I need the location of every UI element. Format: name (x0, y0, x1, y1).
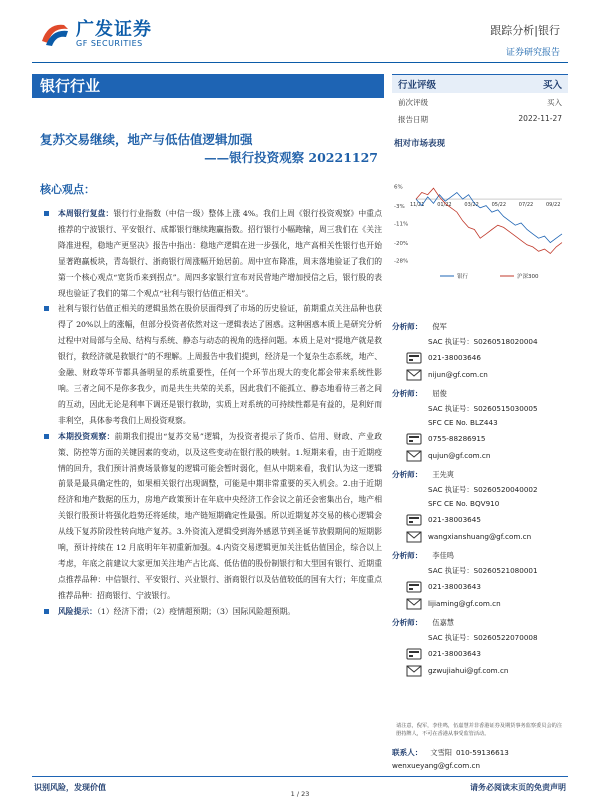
report-title: 复苏交易继续，地产与低估值逻辑加强 (40, 132, 253, 147)
email-icon (406, 369, 422, 381)
page-number: 1 / 23 (290, 790, 310, 798)
report-meta (490, 22, 560, 58)
paragraph-lead: 本周银行复盘： (58, 209, 114, 218)
x-tick-label: 11/21 (410, 202, 425, 209)
x-tick-label: 03/22 (464, 202, 479, 209)
prev-rating-value: 买入 (547, 98, 562, 107)
y-tick-label: -11% (394, 221, 409, 228)
date-value: 2022-11-27 (518, 114, 562, 123)
analyst-role: 分析师： (392, 551, 423, 560)
contact-person (392, 744, 568, 770)
analyst-phone: 021-38003643 (428, 582, 481, 591)
x-tick-label: 07/22 (518, 202, 534, 209)
x-tick-label: 01/22 (437, 202, 452, 209)
analyst-card (392, 547, 568, 612)
analyst-phone: 021-38003645 (428, 515, 481, 524)
brand-mark-icon (38, 19, 72, 49)
report-category: 证券研究报告 (505, 48, 560, 58)
analyst-card (392, 614, 568, 679)
paragraph (44, 604, 382, 620)
analyst-email[interactable]: gzwujiahui@gf.com.cn (428, 666, 509, 675)
analyst-phone: 021-38003646 (428, 353, 481, 362)
analyst-sfc: SFC CE No. BQV910 (428, 499, 500, 508)
phone-icon (406, 581, 422, 593)
legend-label: 银行 (457, 274, 469, 280)
legend-label: 沪深300 (517, 274, 539, 280)
analyst-sac: SAC 执证号：S0260521080001 (428, 566, 538, 575)
disclaimer-note: 请注意，倪军，李佳鸣，伍嘉慧并非香港证券及期货事务监察委员会的注册持牌人，不可在香港从事受监管活动。 (396, 723, 563, 737)
phone-icon (406, 433, 422, 445)
analyst-role: 分析师： (392, 322, 423, 331)
section-heading: 核心观点： (40, 183, 95, 196)
phone-icon (406, 514, 422, 526)
analyst-name: 倪军 (432, 321, 447, 331)
contact-name: 文雪阳 (430, 747, 452, 757)
y-tick-label: -20% (394, 241, 409, 248)
email-icon (406, 531, 422, 543)
x-tick-label: 05/22 (491, 202, 507, 209)
analyst-list (392, 318, 568, 681)
header-divider (32, 62, 568, 63)
relative-performance-chart (392, 170, 568, 330)
analyst-role: 分析师： (392, 470, 423, 479)
report-date (392, 110, 568, 127)
phone-icon (406, 648, 422, 660)
date-label: 报告日期 (398, 115, 428, 124)
paragraph-lead: 本期投资观察： (58, 431, 115, 441)
paragraph-text: 前期我们提出“复苏交易”逻辑，为投资者提示了货币、信用、财政、产业政策、防控等方面的关键因素的变动，以及这些变动在银行股的映射。1.短期来看，由于近期疫情的回升，我们预计消费场景修复的逻辑可能会暂时弱化，但从中期来看，我们认为这一逻辑前景是最具确定性的，如果相关银行出现调整，可能是中期非常重要的买入机会。2.由于近期经济和地产数据的压力，房地产政策预计在年底中央经济工作会议之前还会密集出台，地产相关银行股预计将强化趋势还将延续，地产链短期确定性最强。所以近期复苏交易的核心逻辑会从线下复苏阶段性转向地产复苏。3.外资流入逻辑受到海外感恩节到圣诞节放假期间的短期影响，预计持续在 12 月底明年年初重新加强。4.内资交易逻辑更加关注低估值国企，综合以上考虑，年底之前建议大家更加关注地产占比高、低估值的股份制银行和大型国有银行、近期重点推荐品种：中信银行、平安银行、兴业银行、浙商银行以及估值较低的国有大行；年度重点推荐品种：招商银行、宁波银行。 (58, 431, 383, 600)
y-tick-label: -3% (394, 204, 405, 211)
brand-name: 广发证券 (76, 18, 152, 40)
report-subtitle: ——银行投资观察 20221127 (204, 150, 378, 165)
prev-rating-label: 前次评级 (398, 98, 428, 107)
y-tick-label: -28% (394, 258, 409, 265)
analyst-name: 屈俊 (432, 388, 447, 398)
market-chart-title: 相对市场表现 (394, 139, 446, 149)
analyst-sac: SAC 执证号：S0260522070008 (428, 633, 538, 642)
rating-value: 买入 (542, 80, 562, 91)
square-bullet-icon (44, 434, 49, 439)
analyst-email[interactable]: wangxianshuang@gf.com.cn (428, 532, 532, 541)
industry-rating (392, 74, 568, 93)
contact-phone: 010-59136613 (455, 748, 509, 757)
footer-slogan: 识别风险，发现价值 (34, 783, 106, 792)
x-tick-label: 09/22 (546, 202, 561, 209)
contact-email[interactable]: wenxueyang@gf.com.cn (392, 761, 481, 770)
analyst-sac: SAC 执证号：S0260518020004 (428, 337, 538, 346)
paragraph-lead: 风险提示： (58, 606, 97, 616)
email-icon (406, 598, 422, 610)
footer-disclaimer-link[interactable]: 请务必阅读末页的免责声明 (470, 783, 566, 792)
analyst-email[interactable]: lijiaming@gf.com.cn (428, 599, 501, 608)
square-bullet-icon (44, 306, 49, 311)
series-line (416, 193, 562, 243)
square-bullet-icon (44, 211, 49, 216)
analyst-card (392, 385, 568, 464)
brand-name-en: GF SECURITIES (76, 38, 143, 48)
analyst-sac: SAC 执证号：S0260515030005 (428, 404, 538, 413)
industry-banner: 银行行业 (32, 74, 384, 98)
paragraph (44, 301, 382, 428)
analyst-card (392, 466, 568, 545)
email-icon (406, 450, 422, 462)
analyst-card (392, 318, 568, 383)
analyst-email[interactable]: qujun@gf.com.cn (428, 451, 491, 460)
paragraph (44, 206, 382, 301)
paragraph (44, 429, 382, 604)
rating-panel (392, 74, 568, 149)
analyst-role: 分析师： (392, 618, 423, 627)
paragraph-text: 社利与银行估值正相关的逻辑虽然在股价层面得到了市场的历史验证，前期重点关注品种也获得了 20%以上的涨幅，但部分投资者依然对这一逻辑表达了困惑。这种困惑本质上是研究分析过程中对局部与全局、结构与系统、静态与动态的视角的选择问题。本质上是对“提地产就是救银行，救经济就是救银行”的不理解。上周报告中我们提到，经济是一个复杂生态系统，地产、金融、财政等环节都具备明显的系统重要性，任何一个环节出现大的变化都会带来系统性影响。三者之间不是你多我少，而是共生共荣的关系，因此我们不能孤立、静态地看待三者之间的互动，因此无论是利率下调还是银行救助，实质上对系统的可持续性都是有益的，是利好而非利空，具体参考我们上周投资观察。 (58, 304, 382, 425)
contact-label: 联系人： (392, 748, 423, 757)
phone-icon (406, 352, 422, 364)
paragraph-text: 银行行业指数（中信一级）整体上涨 4%。我们上周《银行投资观察》中重点推荐的宁波银行、平安银行、成都银行继续跑赢指数。招行银行小幅跑输，周三我们在《关注降准进程，稳地产更坚决》报告中指出：稳地产逻辑在进一步强化，地产高相关性银行也开始显著跑赢板块，青岛银行、浙商银行周涨幅开始居前。周中宣布降准，周末落地验证了我们的第一个核心观点“宽货币来到拐点”。周四多家银行宣布对民营地产增加授信之后，银行股的表现也验证了我们的第二个观点“社利与银行估值正相关”。 (58, 209, 382, 298)
email-icon (406, 665, 422, 677)
series-line (416, 188, 562, 253)
footer-divider (32, 776, 568, 777)
report-type: 跟踪分析|银行 (490, 24, 560, 37)
brand-logo (38, 18, 152, 50)
core-viewpoints (44, 206, 382, 620)
analyst-email[interactable]: nijun@gf.com.cn (428, 370, 488, 379)
analyst-sfc: SFC CE No. BLZ443 (428, 418, 498, 427)
analyst-phone: 0755-88286915 (428, 434, 486, 443)
analyst-name: 伍嘉慧 (432, 617, 454, 627)
analyst-sac: SAC 执证号：S0260520040002 (428, 485, 538, 494)
y-tick-label: 6% (394, 184, 403, 191)
previous-rating (392, 93, 568, 110)
analyst-role: 分析师： (392, 389, 423, 398)
paragraph-text: （1）经济下滑；（2）疫情超预期；（3）国际风险超预期。 (96, 606, 296, 616)
square-bullet-icon (44, 609, 49, 614)
analyst-name: 李佳鸣 (432, 550, 454, 560)
rating-label: 行业评级 (398, 80, 437, 91)
analyst-name: 王先爽 (432, 469, 454, 479)
analyst-phone: 021-38003643 (428, 649, 481, 658)
